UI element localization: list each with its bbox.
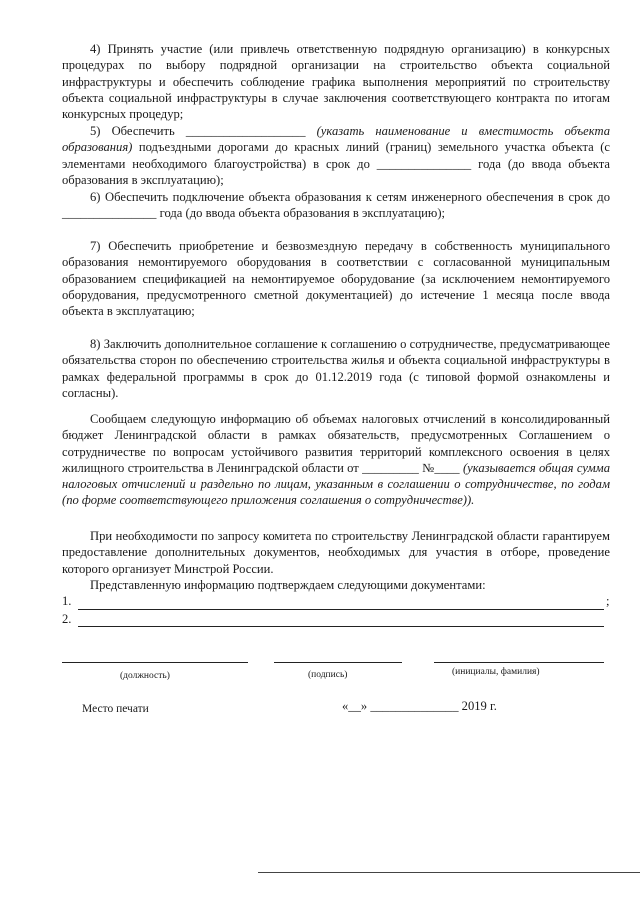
date-field: «__» ______________ 2019 г.: [342, 699, 497, 713]
paragraph-7-text: 7) Обеспечить приобретение и безвозмездную передачу в собственность муниципального образования немонтируемого оборудования в соответствии с согласованной муниципальным образованием спецификацией на немонтируемое оборудование (за исключением немонтируемого оборудования, предусмотренного сметной документацией) до истечение 1 месяца после ввода объекта в эксплуатацию;: [62, 239, 610, 319]
list-number-1: 1.: [62, 594, 72, 608]
paragraph-11-text: Представленную информацию подтверждаем следующими документами:: [90, 578, 486, 592]
list-semicolon: ;: [606, 594, 610, 608]
paragraph-5-italic-note: (указать наименование и вместимость объекта образования): [62, 124, 610, 155]
signature-label: (подпись): [308, 670, 348, 680]
name-label: (инициалы, фамилия): [452, 667, 540, 677]
document-list-item-2: [62, 612, 602, 632]
paragraph-6: [62, 189, 610, 222]
document-list-item-1: [62, 594, 610, 614]
list-line-1: [78, 609, 604, 610]
paragraph-6-text: 6) Обеспечить подключение объекта образования к сетям инженерного обеспечения в срок до _______________ года (до ввода объекта образования в эксплуатацию);: [62, 190, 610, 221]
paragraph-8-text: 8) Заключить дополнительное соглашение к соглашению о сотрудничестве, предусматривающее обязательства сторон по обеспечению строительства жилья и объекта социальной инфраструктуры в рамках федеральной программы в срок до 01.12.2019 года (с типовой формой ознакомлены и согласны).: [62, 337, 610, 400]
paragraph-7: [62, 238, 610, 319]
paragraph-9: [62, 411, 610, 509]
paragraph-4: [62, 41, 610, 122]
page-bottom-rule: [258, 872, 640, 873]
paragraph-8: [62, 336, 610, 401]
paragraph-9-italic-note: (указывается общая сумма налоговых отчислений и раздельно по лицам, указанным в соглашении о сотрудничестве, по годам (по форме соответствующего приложения соглашения о сотрудничестве)).: [62, 460, 610, 508]
paragraph-9-text: Сообщаем следующую информацию об объемах налоговых отчислений в консолидированный бюджет Ленинградской области в рамках обязательств, предусмотренных Соглашением о сотрудничестве по вопросам устойчивого развития территорий комплексного освоения в целях жилищного строительства в Ленинградской области от _________ №____: [62, 412, 610, 475]
paragraph-5: [62, 123, 610, 188]
signature-block: [62, 662, 602, 684]
list-number-2: 2.: [62, 612, 72, 626]
paragraph-4-text: 4) Принять участие (или привлечь ответственную подрядную организацию) в конкурсных процедурах по выбору подрядной организации на строительство объекта социальной инфраструктуры и обеспечить соблюдение графика выполнения мероприятий по строительству объекта социальной инфраструктуры в случае заключения соответствующего контракта по итогам конкурсных процедур;: [62, 42, 610, 122]
paragraph-10: [62, 528, 610, 577]
paragraph-11: [62, 577, 610, 593]
paragraph-10-text: При необходимости по запросу комитета по строительству Ленинградской области гарантируем предоставление дополнительных документов, необходимых для участия в отборе, проведение которого организует Минстрой России.: [62, 529, 610, 576]
signature-line: [274, 662, 402, 663]
name-line: [434, 662, 604, 663]
paragraph-5-end: подъездными дорогами до красных линий (границ) земельного участка объекта (с элементами необходимого благоустройства) в срок до _______________ года (до ввода объекта образования в эксплуатацию);: [62, 140, 610, 187]
position-label: (должность): [120, 671, 170, 681]
position-line: [62, 662, 248, 663]
stamp-place-label: Место печати: [82, 703, 149, 715]
paragraph-5-start: 5) Обеспечить ___________________: [90, 124, 317, 138]
list-line-2: [78, 626, 604, 627]
